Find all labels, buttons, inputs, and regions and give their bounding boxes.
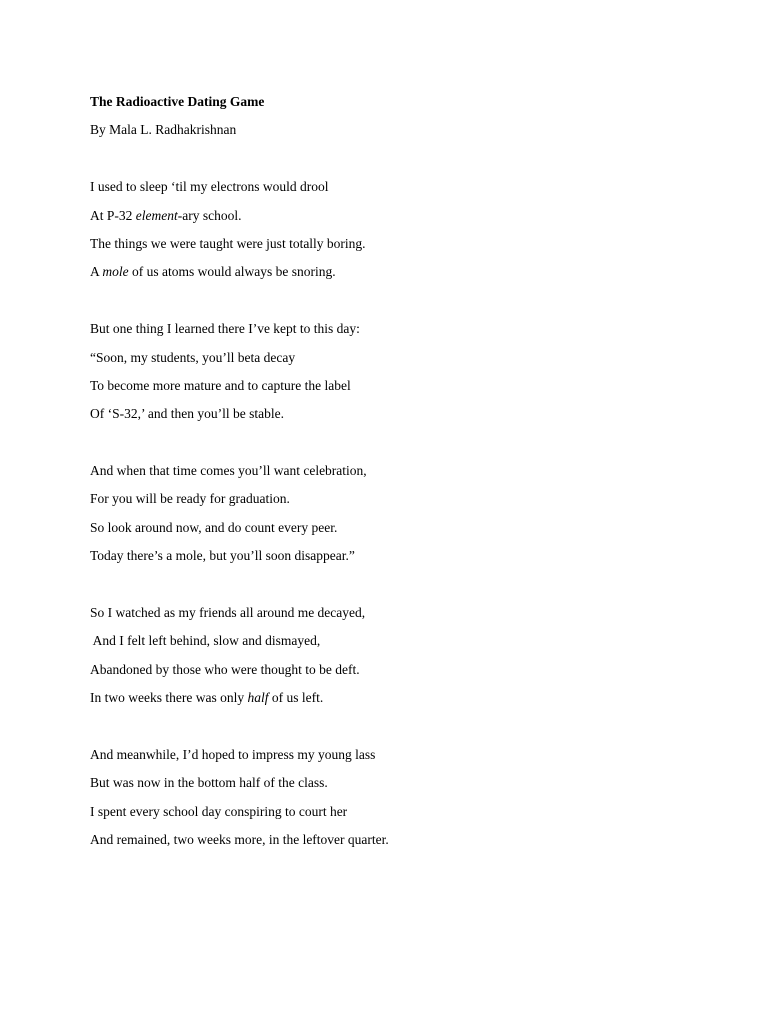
line-text: But one thing I learned there I’ve kept to this day: bbox=[90, 321, 360, 337]
poem-title: The Radioactive Dating Game bbox=[90, 94, 265, 109]
line-text: And when that time comes you’ll want celebration, bbox=[90, 463, 367, 479]
poem-line bbox=[90, 230, 710, 258]
stanza-gap bbox=[90, 571, 710, 599]
line-text: of us atoms would always be snoring. bbox=[128, 264, 336, 280]
poem-line bbox=[90, 684, 710, 712]
stanza bbox=[90, 741, 710, 855]
stanza bbox=[90, 315, 710, 429]
line-text: To become more mature and to capture the label bbox=[90, 377, 351, 393]
poem-line bbox=[90, 344, 710, 372]
line-text: In two weeks there was only bbox=[90, 690, 248, 706]
poem-line bbox=[90, 400, 710, 428]
poem-line bbox=[90, 485, 710, 513]
stanza bbox=[90, 457, 710, 571]
line-text: A bbox=[90, 264, 103, 280]
document-page bbox=[90, 88, 710, 855]
poem-line bbox=[90, 599, 710, 627]
stanza-gap bbox=[90, 145, 710, 173]
poem-line bbox=[90, 258, 710, 286]
poem-body bbox=[90, 173, 710, 854]
line-text: of us left. bbox=[268, 690, 324, 706]
poem-line bbox=[90, 656, 710, 684]
poem-line bbox=[90, 769, 710, 797]
poem-byline: By Mala L. Radhakrishnan bbox=[90, 122, 237, 138]
poem-line bbox=[90, 627, 710, 655]
line-text: Of ‘S-32,’ and then you’ll be stable. bbox=[90, 406, 284, 422]
line-text: The things we were taught were just totally boring. bbox=[90, 235, 366, 251]
line-text: At P-32 bbox=[90, 207, 136, 223]
line-text: But was now in the bottom half of the class. bbox=[90, 775, 328, 791]
poem-line bbox=[90, 826, 710, 854]
italic-word: half bbox=[247, 690, 269, 706]
line-text: “Soon, my students, you’ll beta decay bbox=[90, 349, 296, 365]
poem-line bbox=[90, 798, 710, 826]
poem-line bbox=[90, 457, 710, 485]
line-text: And I felt left behind, slow and dismayed, bbox=[90, 633, 321, 649]
poem-line bbox=[90, 372, 710, 400]
poem-line bbox=[90, 514, 710, 542]
poem-line bbox=[90, 173, 710, 201]
poem-line bbox=[90, 202, 710, 230]
italic-word: element bbox=[135, 207, 178, 223]
poem-line bbox=[90, 741, 710, 769]
stanza-gap bbox=[90, 287, 710, 315]
line-text: For you will be ready for graduation. bbox=[90, 491, 290, 507]
stanza bbox=[90, 173, 710, 287]
line-text: I used to sleep ‘til my electrons would drool bbox=[90, 179, 329, 195]
poem-line bbox=[90, 542, 710, 570]
poem-line bbox=[90, 315, 710, 343]
italic-word: mole bbox=[102, 264, 129, 280]
line-text: So look around now, and do count every peer. bbox=[90, 519, 338, 535]
stanza-gap bbox=[90, 429, 710, 457]
stanza bbox=[90, 599, 710, 713]
line-text: And remained, two weeks more, in the leftover quarter. bbox=[90, 832, 389, 848]
line-text: And meanwhile, I’d hoped to impress my young lass bbox=[90, 746, 376, 762]
line-text: -ary school. bbox=[177, 207, 242, 223]
line-text: Today there’s a mole, but you’ll soon disappear.” bbox=[90, 548, 355, 564]
stanza-gap bbox=[90, 713, 710, 741]
line-text: I spent every school day conspiring to court her bbox=[90, 803, 348, 819]
line-text: Abandoned by those who were thought to be deft. bbox=[90, 661, 360, 677]
line-text: So I watched as my friends all around me decayed, bbox=[90, 605, 366, 621]
